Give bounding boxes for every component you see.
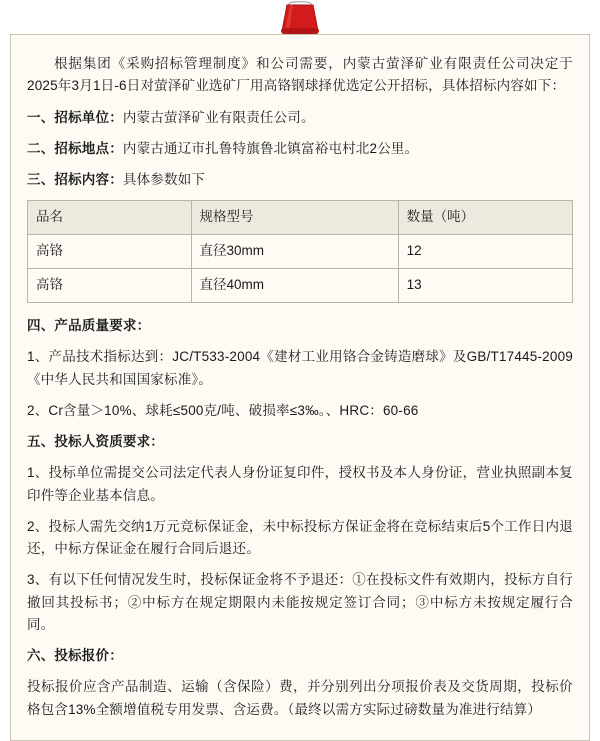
section-2 xyxy=(27,138,573,160)
table-cell-product: 高铬 xyxy=(28,269,192,303)
section-3-heading: 三、招标内容： xyxy=(27,172,123,188)
section-1 xyxy=(27,107,573,129)
table-header-cell-quantity: 数量（吨） xyxy=(398,201,572,235)
section-6-heading: 六、投标报价： xyxy=(27,648,123,664)
table-header-cell-spec: 规格型号 xyxy=(191,201,398,235)
table-row xyxy=(28,269,573,303)
table-row xyxy=(28,235,573,269)
section-2-text: 内蒙古通辽市扎鲁特旗鲁北镇富裕屯村北2公里。 xyxy=(122,140,419,156)
binder-clip-icon xyxy=(273,0,327,38)
section-5-item: 3、有以下任何情况发生时，投标保证金将不予退还：①在投标文件有效期内，投标方自行撤回其投标书；②中标方在规定期限内未能按规定签订合同；③中标方未按规定履行合同。 xyxy=(27,572,573,632)
document-sheet xyxy=(10,34,590,741)
section-5-item: 1、投标单位需提交公司法定代表人身份证复印件，授权书及本人身份证，营业执照副本复印件等企业基本信息。 xyxy=(27,465,573,503)
table-cell-quantity: 12 xyxy=(398,235,572,269)
section-5-item: 2、投标人需先交纳1万元竞标保证金，未中标投标方保证金将在竞标结束后5个工作日内退还，中标方保证金在履行合同后退还。 xyxy=(27,518,573,557)
table-cell-quantity: 13 xyxy=(398,269,572,303)
table-cell-product: 高铬 xyxy=(28,235,192,269)
table-cell-spec: 直径40mm xyxy=(191,269,398,303)
section-4-item: 1、产品技术指标达到：JC/T533-2004《建材工业用铬合金铸造磨球》及GB/T17445-2009《中华人民共和国国家标准》。 xyxy=(27,349,573,387)
section-2-heading: 二、招标地点： xyxy=(27,140,123,156)
section-6-item: 投标报价应含产品制造、运输（含保险）费，并分别列出分项报价表及交货周期，投标价格包含13%全额增值税专用发票、含运费。（最终以需方实际过磅数量为准进行结算） xyxy=(27,679,573,717)
clip-graphic-area xyxy=(0,0,600,38)
section-4-heading: 四、产品质量要求： xyxy=(27,318,151,333)
table-header-cell-product: 品名 xyxy=(28,201,192,235)
section-3-text: 具体参数如下 xyxy=(122,172,206,188)
table-cell-spec: 直径30mm xyxy=(191,235,398,269)
section-3 xyxy=(27,169,573,191)
section-4-item: 2、Cr含量＞10%、球耗≤500克/吨、破损率≤3‰。、HRC：60-66 xyxy=(27,402,419,418)
specification-table xyxy=(27,200,573,303)
table-header-row xyxy=(28,201,573,235)
intro-paragraph: 根据集团《采购招标管理制度》和公司需要，内蒙古萤泽矿业有限责任公司决定于2025年3月1日-6日对萤泽矿业选矿厂用高铬钢球择优选定公开招标，具体招标内容如下： xyxy=(27,56,573,94)
section-5-heading: 五、投标人资质要求： xyxy=(27,434,164,450)
section-1-heading: 一、招标单位： xyxy=(27,109,123,125)
section-1-text: 内蒙古萤泽矿业有限责任公司。 xyxy=(122,109,315,125)
